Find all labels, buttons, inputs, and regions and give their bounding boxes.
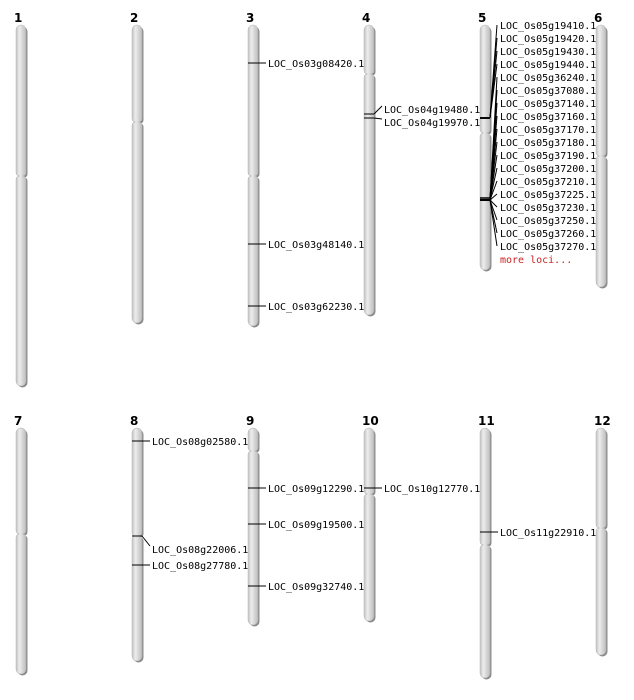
chromosome-label: 7: [14, 414, 23, 428]
chromosome-1: [14, 11, 28, 388]
chromosome-2: [130, 11, 144, 325]
locus-label[interactable]: LOC_Os08g02580.1: [152, 437, 249, 448]
chromosome-12: [594, 414, 611, 657]
chromosome-body: [16, 428, 26, 674]
locus-label[interactable]: LOC_Os05g19440.1: [500, 60, 597, 71]
chromosome-body: [364, 25, 374, 315]
locus-label[interactable]: LOC_Os08g22006.1: [152, 545, 249, 556]
locus-label[interactable]: LOC_Os05g37230.1: [500, 203, 597, 214]
chromosome-label: 4: [362, 11, 371, 25]
locus-label[interactable]: LOC_Os05g19410.1: [500, 21, 597, 32]
chromosome-label: 3: [246, 11, 255, 25]
chromosome-body: [16, 25, 26, 386]
chromosome-label: 11: [478, 414, 495, 428]
chromosome-body: [480, 25, 490, 270]
locus-label[interactable]: LOC_Os05g37270.1: [500, 242, 597, 253]
chromosome-5: [478, 11, 596, 272]
locus-label[interactable]: LOC_Os04g19970.1: [384, 118, 481, 129]
chromosome-label: 12: [594, 414, 611, 428]
locus-label[interactable]: LOC_Os03g48140.1: [268, 240, 365, 251]
chromosome-label: 9: [246, 414, 255, 428]
more-loci-link[interactable]: more loci...: [500, 255, 573, 266]
locus-label[interactable]: LOC_Os05g37180.1: [500, 138, 597, 149]
locus-label[interactable]: LOC_Os05g19420.1: [500, 34, 597, 45]
locus-label[interactable]: LOC_Os05g37250.1: [500, 216, 597, 227]
chromosome-label: 5: [478, 11, 487, 25]
chromosome-6: [594, 11, 608, 289]
locus-label[interactable]: LOC_Os05g37210.1: [500, 177, 597, 188]
chromosome-label: 8: [130, 414, 139, 428]
chromosome-label: 1: [14, 11, 23, 25]
chromosome-9: [246, 414, 364, 627]
chromosome-body: [596, 428, 606, 655]
locus-label[interactable]: LOC_Os09g12290.1: [268, 484, 365, 495]
chromosome-body: [132, 25, 142, 323]
chromosome-body: [364, 428, 374, 621]
locus-label[interactable]: LOC_Os05g37160.1: [500, 112, 597, 123]
locus-label[interactable]: LOC_Os05g36240.1: [500, 73, 597, 84]
chromosome-11: [478, 414, 596, 680]
locus-label[interactable]: LOC_Os03g08420.1: [268, 59, 365, 70]
chromosome-3: [246, 11, 364, 328]
locus-label[interactable]: LOC_Os09g19500.1: [268, 520, 365, 531]
chromosome-label: 6: [594, 11, 603, 25]
locus-label[interactable]: LOC_Os04g19480.1: [384, 105, 481, 116]
locus-label[interactable]: LOC_Os05g37140.1: [500, 99, 597, 110]
chromosome-8: [130, 414, 248, 663]
locus-label[interactable]: LOC_Os05g37200.1: [500, 164, 597, 175]
chromosome-4: [362, 11, 480, 317]
chromosome-body: [132, 428, 142, 661]
chromosome-7: [14, 414, 28, 676]
chromosome-label: 10: [362, 414, 379, 428]
locus-label[interactable]: LOC_Os10g12770.1: [384, 484, 481, 495]
locus-label[interactable]: LOC_Os11g22910.1: [500, 528, 597, 539]
locus-label[interactable]: LOC_Os05g19430.1: [500, 47, 597, 58]
chromosome-body: [248, 25, 258, 326]
chromosome-body: [480, 428, 490, 678]
locus-label[interactable]: LOC_Os09g32740.1: [268, 582, 365, 593]
locus-label[interactable]: LOC_Os05g37170.1: [500, 125, 597, 136]
locus-label[interactable]: LOC_Os08g27780.1: [152, 561, 249, 572]
chromosome-body: [248, 428, 258, 625]
locus-label[interactable]: LOC_Os05g37080.1: [500, 86, 597, 97]
locus-label[interactable]: LOC_Os05g37225.1: [500, 190, 597, 201]
chromosome-label: 2: [130, 11, 139, 25]
locus-label[interactable]: LOC_Os03g62230.1: [268, 302, 365, 313]
locus-label[interactable]: LOC_Os05g37260.1: [500, 229, 597, 240]
chromosome-10: [362, 414, 480, 623]
locus-label[interactable]: LOC_Os05g37190.1: [500, 151, 597, 162]
